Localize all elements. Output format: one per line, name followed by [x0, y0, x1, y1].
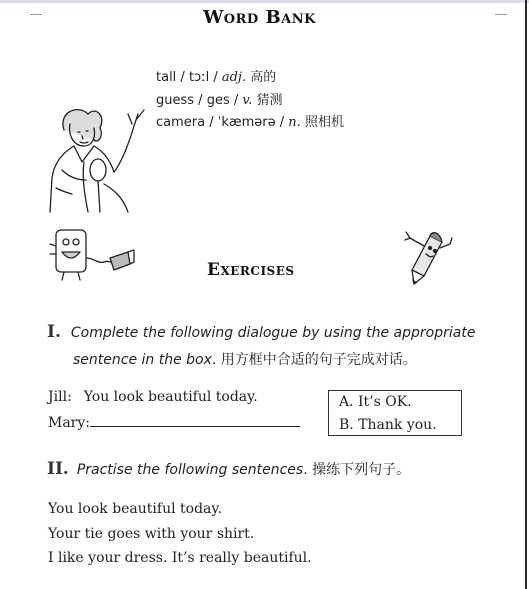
vocab-word: camera	[156, 115, 206, 130]
section1-instruction-en: sentence in the box	[73, 352, 212, 368]
dialogue-text: You look beautiful today.	[83, 389, 258, 405]
speaker-name: Mary:	[48, 415, 90, 431]
section1-instruction-line2	[73, 349, 417, 369]
vocab-phonetic: ges	[206, 93, 230, 108]
section2-instruction	[47, 459, 410, 479]
word-bank-title: Word Bank	[203, 7, 316, 28]
choice-option-b: B. Thank you.	[339, 417, 437, 433]
woman-pointing-illustration	[44, 100, 154, 215]
vocab-meaning: 猜测	[256, 93, 283, 108]
section2-instruction-cn: . 操练下列句子。	[303, 462, 411, 478]
vocab-word: guess	[156, 93, 195, 108]
vocab-pos: adj.	[221, 70, 247, 85]
vocab-entry: camera / ˈkæmərə / n. 照相机	[156, 115, 344, 130]
vocab-meaning: 高的	[250, 70, 277, 85]
section1-instruction-line1	[47, 322, 475, 342]
vocab-phonetic: tɔːl	[188, 70, 210, 85]
section2-number: II.	[47, 459, 69, 479]
practice-sentence: I like your dress. It’s really beautiful.	[48, 550, 312, 566]
answer-blank[interactable]	[90, 414, 300, 427]
phone-cartoon-illustration	[48, 224, 136, 284]
exercises-title: Exercises	[207, 260, 295, 280]
vocab-word: tall	[156, 70, 177, 85]
speaker-name: Jill:	[48, 389, 72, 405]
dialogue-line-jill	[48, 389, 258, 405]
pencil-cartoon-illustration	[404, 224, 454, 286]
practice-sentence: You look beautiful today.	[48, 501, 222, 517]
vocab-pos: v.	[242, 93, 253, 108]
page-right-edge	[525, 0, 527, 589]
choice-option-a: A. It’s OK.	[339, 394, 412, 410]
section1-number: I.	[47, 322, 61, 342]
vocab-pos: n.	[288, 115, 301, 130]
dialogue-line-mary	[48, 414, 300, 431]
page-top-edge	[0, 0, 529, 3]
section2-instruction-en: Practise the following sentences	[76, 462, 304, 478]
vocab-entry: guess / ges / v. 猜测	[156, 93, 283, 108]
practice-sentence: Your tie goes with your shirt.	[48, 526, 255, 542]
choices-box	[328, 390, 462, 436]
vocab-phonetic: ˈkæmərə	[217, 115, 276, 130]
vocab-meaning: 照相机	[304, 115, 344, 130]
vocab-entry: tall / tɔːl / adj. 高的	[156, 70, 277, 85]
section1-instruction-cn: . 用方框中合适的句子完成对话。	[211, 352, 417, 368]
section1-instruction-text: Complete the following dialogue by using the appropriate	[70, 325, 476, 341]
